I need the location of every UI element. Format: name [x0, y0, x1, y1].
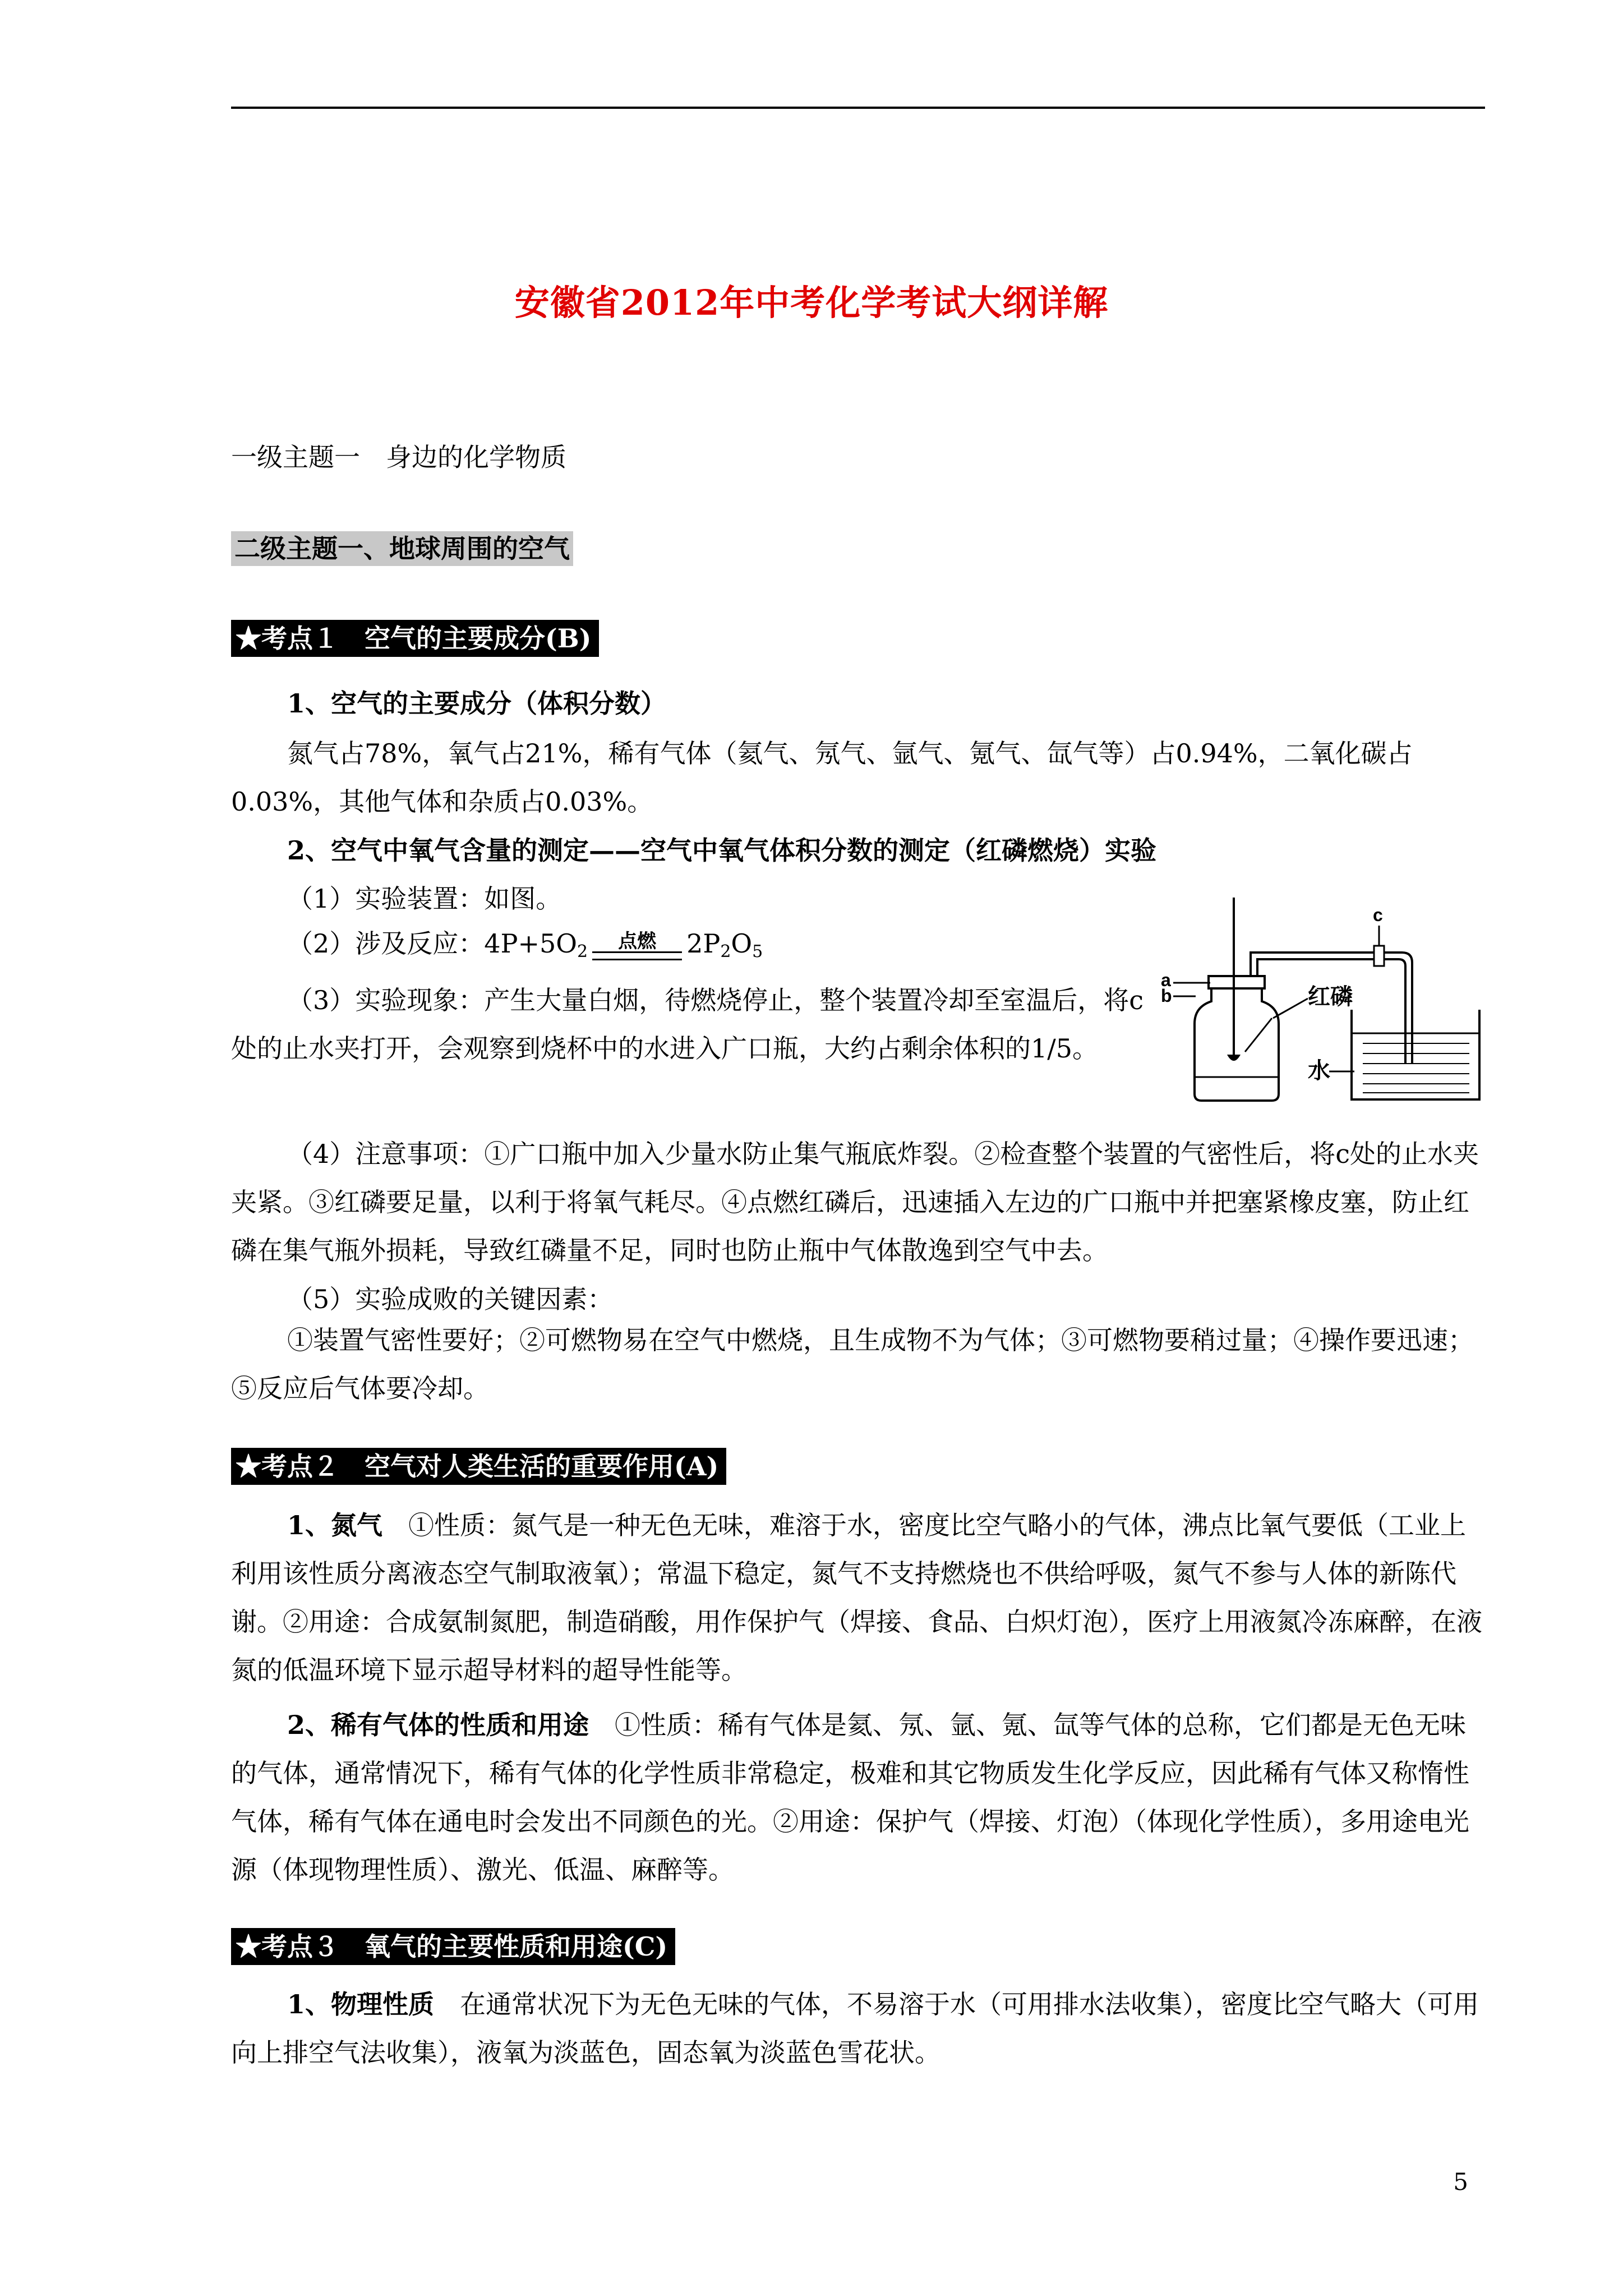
label-b: b — [1161, 986, 1172, 1006]
nitrogen-title: 1、氮气 — [287, 1510, 383, 1540]
label-a: a — [1161, 970, 1171, 990]
physical-title: 1、物理性质 — [287, 1989, 435, 2019]
kaodian1-heading1: 1、空气的主要成分（体积分数） — [287, 688, 667, 719]
level2-topic-text: 二级主题一、地球周围的空气 — [231, 531, 573, 566]
page-number: 5 — [1453, 2168, 1468, 2196]
rare-gases-title: 2、稀有气体的性质和用途 — [287, 1710, 589, 1740]
clamp-icon — [1374, 946, 1384, 966]
kaodian1-item2: （2）涉及反应：$4P+5O_2$ 点燃 $2P_2O_5$ — [287, 928, 763, 961]
kaodian1-paragraph1: 氮气占78%，氧气占21%，稀有气体（氦气、氖气、氩气、氪气、氙气等）占0.94%，二氧化碳占0.03%，其他气体和杂质占0.03%。 — [231, 738, 1413, 817]
kaodian1-item5: （5）实验成败的关键因素： — [287, 1284, 614, 1314]
kaodian3-header — [231, 1930, 675, 1963]
kaodian1-heading2: 2、空气中氧气含量的测定——空气中氧气体积分数的测定（红磷燃烧）实验 — [287, 835, 1157, 866]
apparatus-figure — [1161, 886, 1486, 1105]
level2-topic — [231, 532, 573, 565]
kaodian2-header — [231, 1450, 726, 1483]
kaodian1-header — [231, 622, 599, 655]
combustion-spoon-icon — [1227, 1055, 1241, 1061]
label-red-phosphorus: 红磷 — [1308, 984, 1353, 1010]
kaodian2-nitrogen — [231, 1501, 1485, 1694]
nitrogen-body: ①性质：氮气是一种无色无味，难溶于水，密度比空气略小的气体，沸点比氧气要低（工业上利用该性质分离液态空气制取液氧）；常温下稳定，氮气不支持燃烧也不供给呼吸，氮气不参与人体的新陈代谢。②用途：合成氨制氮肥，制造硝酸，用作保护气（焊接、食品、白炽灯泡），医疗上用液氮冷冻麻醉，在液氮的低温环境下显示超导材料的超导性能等。 — [231, 1510, 1482, 1685]
rare-gases-body: ①性质：稀有气体是氦、氖、氩、氪、氙等气体的总称，它们都是无色无味的气体，通常情况下，稀有气体的化学性质非常稳定，极难和其它物质发生化学反应，因此稀有气体又称惰性气体，稀有气体在通电时会发出不同颜色的光。②用途：保护气（焊接、灯泡）（体现化学性质），多用途电光源（体现物理性质）、激光、低温、麻醉等。 — [231, 1710, 1469, 1885]
reaction-arrow — [592, 931, 682, 960]
header-rule — [231, 107, 1485, 109]
kaodian1-item3: （3）实验现象：产生大量白烟，待燃烧停止，整个装置冷却至室温后，将c处的止水夹打开，会观察到烧杯中的水进入广口瓶，大约占剩余体积的1/5。 — [231, 985, 1144, 1064]
reaction-product: 2P — [686, 928, 721, 959]
label-water: 水 — [1308, 1058, 1330, 1084]
reaction-condition: 点燃 — [618, 930, 657, 953]
level1-topic: 一级主题一 身边的化学物质 — [231, 442, 566, 472]
kaodian2-rare-gases — [231, 1701, 1485, 1894]
kaodian1-item1: （1）实验装置：如图。 — [287, 884, 562, 914]
kaodian1-item5-body: ①装置气密性要好；②可燃物易在空气中燃烧，且生成物不为气体；③可燃物要稍过量；④操作要迅速；⑤反应后气体要冷却。 — [231, 1325, 1474, 1404]
label-c: c — [1373, 905, 1383, 925]
kaodian2-header-text: ★考点２ 空气对人类生活的重要作用(A) — [231, 1448, 726, 1485]
document-title: 安徽省2012年中考化学考试大纲详解 — [514, 282, 1109, 323]
kaodian3-physical — [231, 1980, 1485, 2077]
kaodian1-header-text: ★考点１ 空气的主要成分(B) — [231, 620, 599, 657]
kaodian3-header-text: ★考点３ 氧气的主要性质和用途(C) — [231, 1928, 675, 1965]
kaodian1-item4: （4）注意事项：①广口瓶中加入少量水防止集气瓶底炸裂。②检查整个装置的气密性后，将c处的止水夹夹紧。③红磷要足量，以利于将氧气耗尽。④点燃红磷后，迅速插入左边的广口瓶中并把塞紧橡皮塞，防止红磷在集气瓶外损耗，导致红磷量不足，同时也防止瓶中气体散逸到空气中去。 — [231, 1139, 1479, 1266]
reaction-reactants: （2）涉及反应：4P+5O — [287, 928, 578, 959]
physical-body: 在通常状况下为无色无味的气体，不易溶于水（可用排水法收集），密度比空气略大（可用向上排空气法收集），液氧为淡蓝色，固态氧为淡蓝色雪花状。 — [231, 1989, 1479, 2068]
